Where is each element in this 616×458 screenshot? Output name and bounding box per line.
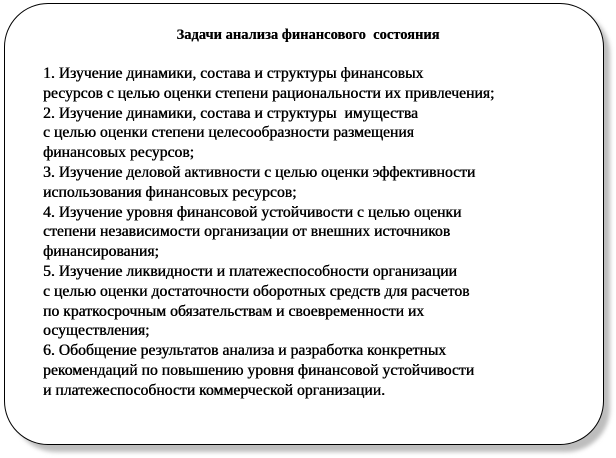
text-line: финансирования; xyxy=(43,243,159,261)
text-line: 5. Изучение ликвидности и платежеспособности организации xyxy=(43,262,457,280)
tasks-list xyxy=(43,64,603,401)
text-line: рекомендаций по повышению уровня финансовой устойчивости xyxy=(43,361,475,379)
text-line: с целью оценки степени целесообразности размещения xyxy=(43,124,414,142)
text-line: с целью оценки достаточности оборотных средств для расчетов xyxy=(43,282,470,300)
text-line: 3. Изучение деловой активности с целью оценки эффективности xyxy=(43,163,476,181)
text-line: по краткосрочным обязательствам и своевременности их xyxy=(43,302,425,320)
text-line: и платежеспособности коммерческой организации. xyxy=(43,381,386,399)
text-line: использования финансовых ресурсов; xyxy=(43,183,297,201)
text-line: ресурсов с целью оценки степени рациональности их привлечения; xyxy=(43,84,495,102)
card-title: Задачи анализа финансового состояния xyxy=(176,27,440,43)
text-line: финансовых ресурсов; xyxy=(43,144,195,162)
text-line: 4. Изучение уровня финансовой устойчивости с целью оценки xyxy=(43,203,462,221)
text-line: 2. Изучение динамики, состава и структуры имущества xyxy=(43,104,418,122)
text-line: степени независимости организации от внешних источников xyxy=(43,223,451,241)
text-line: осуществления; xyxy=(43,322,150,340)
text-line: 1. Изучение динамики, состава и структуры финансовых xyxy=(43,65,424,82)
text-line: 6. Обобщение результатов анализа и разработка конкретных xyxy=(43,342,447,360)
